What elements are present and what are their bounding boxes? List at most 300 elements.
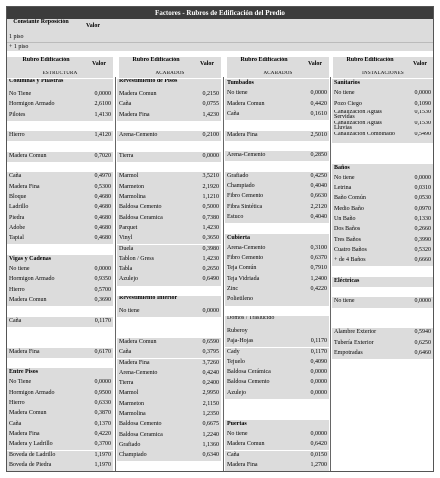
table-row [7,203,113,213]
header-valor-2: Valor [193,57,221,71]
row-label: No tiene [227,90,248,97]
row-label: Madera Fina [9,183,40,190]
table-row [7,399,113,409]
row-label: Caña [9,173,22,180]
row-value: 0,2850 [310,152,327,159]
table-row [332,194,433,204]
table-row [7,348,113,358]
row-label: Dos Baños [334,226,361,233]
row-label: Marmol [119,390,139,397]
row-value: 0,3990 [414,236,431,243]
table-row [332,164,433,174]
row-value: 0,2650 [202,266,219,273]
row-value: 0,3870 [94,410,111,417]
row-value: 0,4090 [310,358,327,365]
table-row [332,328,433,338]
table-row-spacer [7,142,113,152]
row-value: 0,4220 [310,286,327,292]
header-rubro-1: Rubro Edificación [7,57,85,71]
column-divider [330,77,331,471]
table-row [117,369,221,379]
row-label: Baldosa Cemento [119,204,162,211]
row-label: Pilotes [9,111,26,118]
table-row [117,348,221,358]
row-value: 0,6460 [414,349,431,356]
row-value: 0,1170 [94,317,111,324]
table-row [225,213,329,223]
row-label: Marmolina [119,194,146,200]
row-value: 0,2100 [202,132,219,139]
row-label: Columnas y Pilastras [9,79,64,84]
table-row [332,174,433,184]
row-value: 0,0530 [414,195,431,202]
row-label: Fibro Cemento [227,255,264,262]
table-row [7,389,113,399]
constante-row-1: 1 piso [7,33,433,42]
row-label: Puertas [227,420,247,427]
table-row [7,430,113,440]
table-row-spacer [117,142,221,152]
row-value: 1,2700 [310,461,327,468]
row-label: Tapial [9,235,24,242]
row-value: 0,3650 [202,235,219,242]
row-label: Hierro [9,400,25,406]
row-label: Madera Fina [119,111,150,118]
table-row [225,131,329,141]
table-row [332,79,433,89]
row-label: Baño Común [334,195,366,202]
table-row [225,348,329,358]
table-row [332,236,433,246]
row-value: 1,1970 [94,451,111,458]
row-value: 2,5010 [310,131,327,138]
table-row [225,275,329,285]
row-label: Caña [9,420,22,427]
row-value: 3,7260 [202,359,219,366]
table-row [7,111,113,121]
row-label: Ladrillo [9,204,29,211]
row-label: Baldosa Cerámica [227,369,271,376]
row-value: 0,0000 [414,174,431,181]
row-label: Champiado [227,183,255,189]
header-sub-2: ACABADOS [119,71,221,78]
row-value: 1,1210 [202,194,219,200]
table-row [117,245,221,255]
row-label: No tiene [334,174,355,181]
table-row-spacer [332,308,433,318]
table-row [225,100,329,110]
row-value: 0,9350 [94,276,111,283]
table-row [117,79,221,90]
table-row [332,225,433,235]
row-value: 0,6590 [202,338,219,345]
row-value: 0,6340 [202,452,219,459]
row-value: 0,0310 [414,185,431,192]
table-row [117,265,221,275]
row-label: Marmeton [119,400,144,407]
table-row-spacer [332,318,433,328]
row-label: Azulejo [227,389,246,396]
table-row [7,378,113,388]
row-value: 0,0755 [202,101,219,108]
row-value: 0,0000 [94,266,111,273]
row-value: 0,6420 [310,441,327,448]
row-label: Tabla [119,266,133,273]
row-label: Grafiado [119,441,141,448]
row-label: Teja Común [227,265,257,272]
table-row [117,131,221,141]
row-label: Parquet [119,224,138,231]
row-label: + de 4 Baños [334,257,366,264]
table-row-spacer [332,267,433,277]
row-value: 0,0000 [310,90,327,97]
table-row [7,440,113,450]
constante-header-fill [111,19,433,33]
table-row [332,184,433,194]
row-value: 0,3100 [310,244,327,251]
row-label: Hierro [9,286,25,293]
row-label: Tierra [119,152,134,159]
row-label: Marmeton [119,183,144,190]
row-label: Caña [119,101,132,108]
row-value: 0,4040 [310,213,327,220]
table-row-spacer [225,141,329,151]
row-value: 0,4680 [94,214,111,221]
row-label: Vinyl [119,235,133,242]
table-row [7,131,113,141]
table-row [117,379,221,389]
table-row [225,440,329,450]
row-value: 0,4680 [94,204,111,211]
table-row [332,132,433,143]
row-label: Caña [227,451,240,458]
table-row [7,234,113,244]
row-value: 0,0000 [310,430,327,437]
row-label: Madera Comun [9,152,47,159]
header-sub-4: INSTALACIONES [333,71,433,78]
row-value: 0,6250 [414,339,431,346]
row-label: Cady [227,348,240,355]
table-row [7,286,113,296]
row-label: Zinc [227,286,238,292]
row-value: 0,0000 [202,308,219,314]
row-value: 0,1330 [414,216,431,222]
table-row [117,307,221,317]
table-row [332,100,433,110]
row-label: Piedra [9,214,25,221]
table-row [117,296,221,307]
table-row-spacer [117,328,221,338]
row-value: 0,1090 [414,100,431,107]
row-label: Empotradas [334,349,363,356]
row-value: 0,6675 [202,421,219,428]
row-label: Madera Comun [227,100,265,107]
row-value: 1,1970 [94,461,111,468]
table-row [117,389,221,399]
row-value: 0,5320 [414,246,431,253]
table-row [332,256,433,266]
row-label: Baños [334,164,350,171]
row-value: 0,4680 [94,194,111,200]
table-row [225,203,329,213]
row-value: 0,6490 [202,276,219,283]
row-label: Cuatro Baños [334,246,367,253]
table-row-spacer [7,358,113,368]
row-value: 0,5700 [94,286,111,293]
row-label: Ruberoy [227,327,248,334]
table-row [332,121,433,132]
table-row [117,111,221,121]
row-label: Pozo Ciego [334,100,362,107]
row-label: Arena-Cemento [119,369,158,376]
row-label: Hormigon Armado [9,276,55,283]
row-label: Hormigon Armado [9,101,55,108]
table-row-spacer [117,286,221,296]
row-value: 0,6170 [94,348,111,355]
row-label: Champiado [119,452,147,459]
table-row [332,205,433,215]
table-row [7,183,113,193]
table-row [7,368,113,378]
row-label: Duela [119,245,134,252]
table-row [225,316,329,327]
row-label: No Tiene [9,91,32,97]
row-label: Letrina [334,185,352,192]
row-value: 2,9950 [202,390,219,397]
row-value: 0,3980 [202,245,219,252]
row-value: 0,5490 [414,131,431,137]
row-value: 2,2120 [310,203,327,210]
table-row [225,244,329,254]
row-value: 0,6330 [94,400,111,406]
row-label: Baldosa Ceramica [119,214,163,221]
table-row [7,451,113,461]
table-row [117,410,221,420]
table-row [225,79,329,89]
table-row-spacer [7,337,113,347]
row-label: Madera Comun [227,441,265,448]
table-row [225,192,329,202]
row-value: 0,6370 [310,255,327,262]
table-row [332,215,433,225]
row-label: Caña [227,110,240,117]
table-row [332,110,433,121]
row-label: Eléctricas [334,277,360,284]
header-rubro-2: Rubro Edificación [119,57,193,71]
row-value: 0,7380 [202,214,219,221]
table-row [225,358,329,368]
row-value: 1,4230 [202,111,219,118]
row-label: Madera Comun [9,410,47,417]
row-value: 0,6660 [414,257,431,264]
table-row [117,234,221,244]
row-value: 0,5300 [94,183,111,190]
table-row [117,183,221,193]
row-value: 0,0000 [202,152,219,159]
row-value: 0,0000 [310,369,327,376]
row-label: Cubierta [227,234,250,241]
table-row [332,246,433,256]
table-row-spacer [225,409,329,419]
row-value: 0,1370 [94,420,111,427]
table-row [117,420,221,430]
table-row [332,297,433,307]
table-row-spacer [7,306,113,316]
row-value: 0,3700 [94,441,111,448]
row-label: Tubería Exterior [334,339,374,346]
table-row [117,275,221,285]
row-label: No tiene [334,90,355,97]
table-row [225,264,329,274]
row-label: Caña [119,349,132,356]
table-row-spacer [225,306,329,316]
table-row [225,337,329,347]
table-row-spacer [7,121,113,131]
table-row [332,89,433,99]
row-value: 0,0000 [94,91,111,97]
table-row [225,327,329,337]
table-row-spacer [225,120,329,130]
row-label: Sanitarios [334,80,361,86]
row-label: Madera Fina [9,430,40,437]
row-label: Madera Fina [227,131,258,138]
table-row [225,234,329,244]
row-value: 1,2400 [310,275,327,282]
row-label: Entre Pisos [9,369,39,376]
table-row [225,420,329,430]
row-label: Vigas y Cadenas [9,255,52,262]
row-label: Revestimiento de Pisos [119,79,178,84]
row-value: 2,6100 [94,101,111,108]
row-label: Marmolina [119,411,146,417]
table-row-spacer [117,317,221,327]
table-row [7,214,113,224]
table-row [225,172,329,182]
row-value: 1,4230 [202,224,219,231]
row-label: Madera y Ladrillo [9,441,53,448]
table-row [225,295,329,305]
row-label: Tejuelo [227,358,245,365]
table-row [7,79,113,90]
table-row [225,451,329,461]
row-value: 0,2660 [414,226,431,233]
table-row-spacer [332,287,433,297]
row-value: 0,4420 [310,100,327,107]
row-value: 2,1150 [202,400,219,407]
table-row [117,338,221,348]
table-row [7,275,113,285]
row-value: 0,1170 [310,348,327,355]
row-label: No Tiene [9,379,32,386]
row-label: Azulejo [119,276,138,283]
row-value: 0,4240 [202,369,219,376]
row-label: Polietileno [227,296,253,303]
table-row [225,389,329,399]
table-row [117,152,221,162]
row-label: Madera Fina [227,461,258,468]
table-row [225,378,329,388]
header-rubro-3: Rubro Edificación [227,57,301,71]
row-label: Baldosa Cemento [119,421,162,428]
row-value: 0,4970 [94,173,111,180]
row-label: Baldosa Cemento [227,379,270,386]
table-row [7,461,113,471]
row-value: 1,4230 [202,255,219,262]
table-row [225,285,329,295]
row-value: 0,7020 [94,152,111,159]
row-value: 0,4680 [94,235,111,242]
table-row-spacer [7,327,113,337]
row-label: Tablon / Gress [119,255,154,262]
table-row [332,349,433,359]
row-label: Grafiado [227,172,249,179]
row-value: 0,2400 [202,380,219,387]
row-label: Estuco [227,213,244,220]
row-label: Madera Fina [9,348,40,355]
row-value: 0,6630 [310,193,327,200]
table-row [117,255,221,265]
table-row [117,359,221,369]
table-row [117,431,221,441]
table-row [117,451,221,461]
header-valor-4: Valor [407,57,433,71]
constante-header: Constante Reposición [7,19,75,33]
row-label: Madera Fina [119,359,150,366]
row-value: 0,5940 [414,329,431,336]
table-row [225,430,329,440]
table-title: Factores - Rubros de Edificación del Predio [7,7,433,19]
row-value: 0,0000 [414,298,431,305]
row-value: 1,4130 [94,111,111,118]
row-value: 0,0150 [310,451,327,458]
header-sub-3: ACABADOS [227,71,329,78]
row-value: 1,4120 [94,132,111,139]
row-label: Arena-Cemento [227,244,266,251]
row-value: 1,2350 [202,411,219,417]
row-label: Fibro Cemento [227,193,264,200]
row-label: Revestimiento Interior [119,296,178,301]
row-value: 0,9500 [94,389,111,396]
table-row [225,110,329,120]
table-row [117,193,221,203]
row-label: Fibra Sintética [227,203,263,210]
row-label: Baldosa Ceramica [119,431,163,438]
row-value: 0,0000 [94,379,111,386]
header-valor-3: Valor [301,57,329,71]
row-label: Teja Vidriada [227,275,260,282]
row-label: No tiene [334,298,355,305]
table-row-spacer [117,121,221,131]
row-label: Madera Comun [9,297,47,303]
table-row [117,224,221,234]
table-row [117,400,221,410]
row-value: 0,7910 [310,265,327,272]
row-label: Caña [9,317,22,324]
row-label: Boveda de Ladrillo [9,451,56,458]
rubros-table [6,6,434,472]
row-label: Medio Baño [334,205,364,212]
table-row-spacer [332,143,433,153]
table-row [7,224,113,234]
table-row [225,151,329,161]
table-row [225,254,329,264]
row-value: 0,4680 [94,224,111,231]
row-label: Tierra [119,380,134,387]
row-label: Canalización Aguas Servidas [334,109,382,121]
row-value: 0,0970 [414,205,431,212]
row-label: Canalización Aguas Lluvias [334,120,382,132]
table-row-spacer [225,399,329,409]
